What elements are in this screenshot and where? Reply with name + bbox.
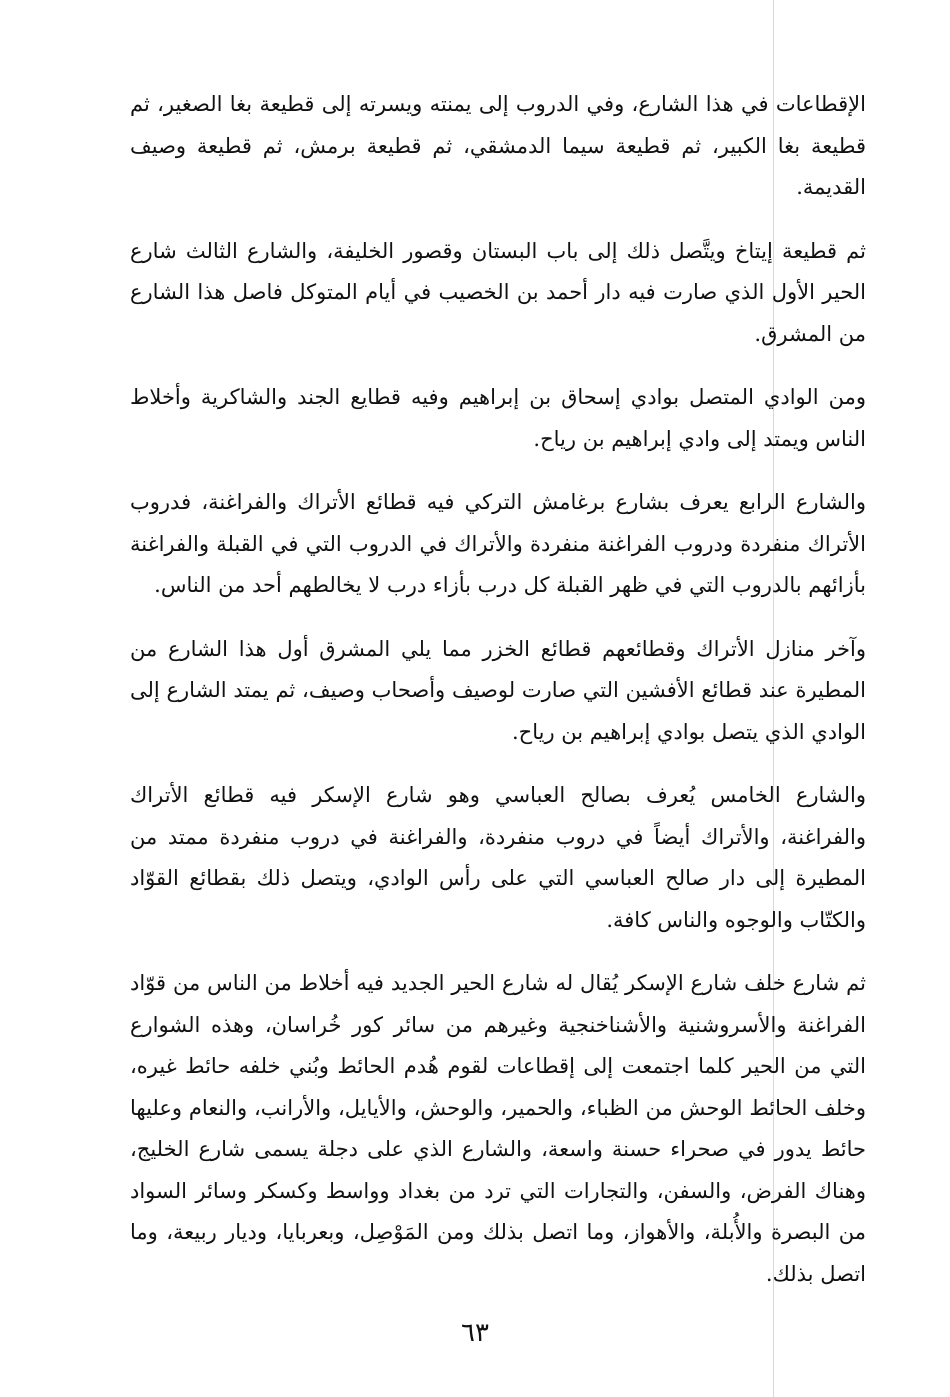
- paragraph-4: والشارع الرابع يعرف بشارع برغامش التركي فيه قطائع الأتراك والفراغنة، فدروب الأتراك منفردة ودروب الفراغنة منفردة والأتراك في الدروب التي في القبلة والفراغنة بأزائهم بالدروب التي في ظهر القبلة كل درب بأزاء درب لا يخالطهم أحد من الناس.: [130, 490, 866, 597]
- paragraph-6: والشارع الخامس يُعرف بصالح العباسي وهو شارع الإسكر فيه قطائع الأتراك والفراغنة، والأتراك أيضاً في دروب منفردة، والفراغنة في دروب منفردة ممتد من المطيرة إلى دار صالح العباسي التي على رأس الوادي، ويتصل ذلك بقطائع القوّاد والكتّاب والوجوه والناس كافة.: [130, 783, 866, 932]
- paragraph-5: وآخر منازل الأتراك وقطائعهم قطائع الخزر مما يلي المشرق أول هذا الشارع من المطيرة عند قطائع الأفشين التي صارت لوصيف وأصحاب وصيف، ثم يمتد الشارع إلى الوادي الذي يتصل بوادي إبراهيم بن رياح.: [130, 636, 866, 744]
- paragraph-2: ثم قطيعة إيتاخ ويتَّصل ذلك إلى باب البستان وقصور الخليفة، والشارع الثالث شارع الحير الأول الذي صارت فيه دار أحمد بن الخصيب في أيام المتوكل فاصل هذا الشارع من المشرق.: [130, 238, 866, 346]
- page-body: [130, 84, 866, 1317]
- paragraph-1: الإقطاعات في هذا الشارع، وفي الدروب إلى يمنته ويسرته إلى قطيعة بغا الصغير، ثم قطيعة بغا الكبير، ثم قطيعة سيما الدمشقي، ثم قطيعة برمش، ثم قطيعة وصيف القديمة.: [130, 92, 866, 199]
- page-number: ٦٣: [461, 1318, 489, 1348]
- paragraph-3: ومن الوادي المتصل بوادي إسحاق بن إبراهيم وفيه قطايع الجند والشاكرية وأخلاط الناس ويمتد إلى وادي إبراهيم بن رياح.: [130, 385, 866, 451]
- paragraph-7: ثم شارع خلف شارع الإسكر يُقال له شارع الحير الجديد فيه أخلاط من الناس من قوّاد الفراغنة والأسروشنية والأشناخنجية وغيرهم من سائر كور خُراسان، وهذه الشوارع التي من الحير كلما اجتمعت إلى إقطاعات لقوم هُدم الحائط وبُني خلفه حائط غيره، وخلف الحائط الوحش من الظباء، والحمير، والوحش، والأيايل، والأرانب، والنعام وعليها حائط يدور في صحراء حسنة واسعة، والشارع الذي على دجلة يسمى شارع الخليج، وهناك الفرض، والسفن، والتجارات التي ترد من بغداد وواسط وكسكر وسائر السواد من البصرة والأُبلة، والأهواز، وما اتصل بذلك ومن المَوْصِل، وبعربايا، وديار ربيعة، وما اتصل بذلك.: [130, 971, 867, 1286]
